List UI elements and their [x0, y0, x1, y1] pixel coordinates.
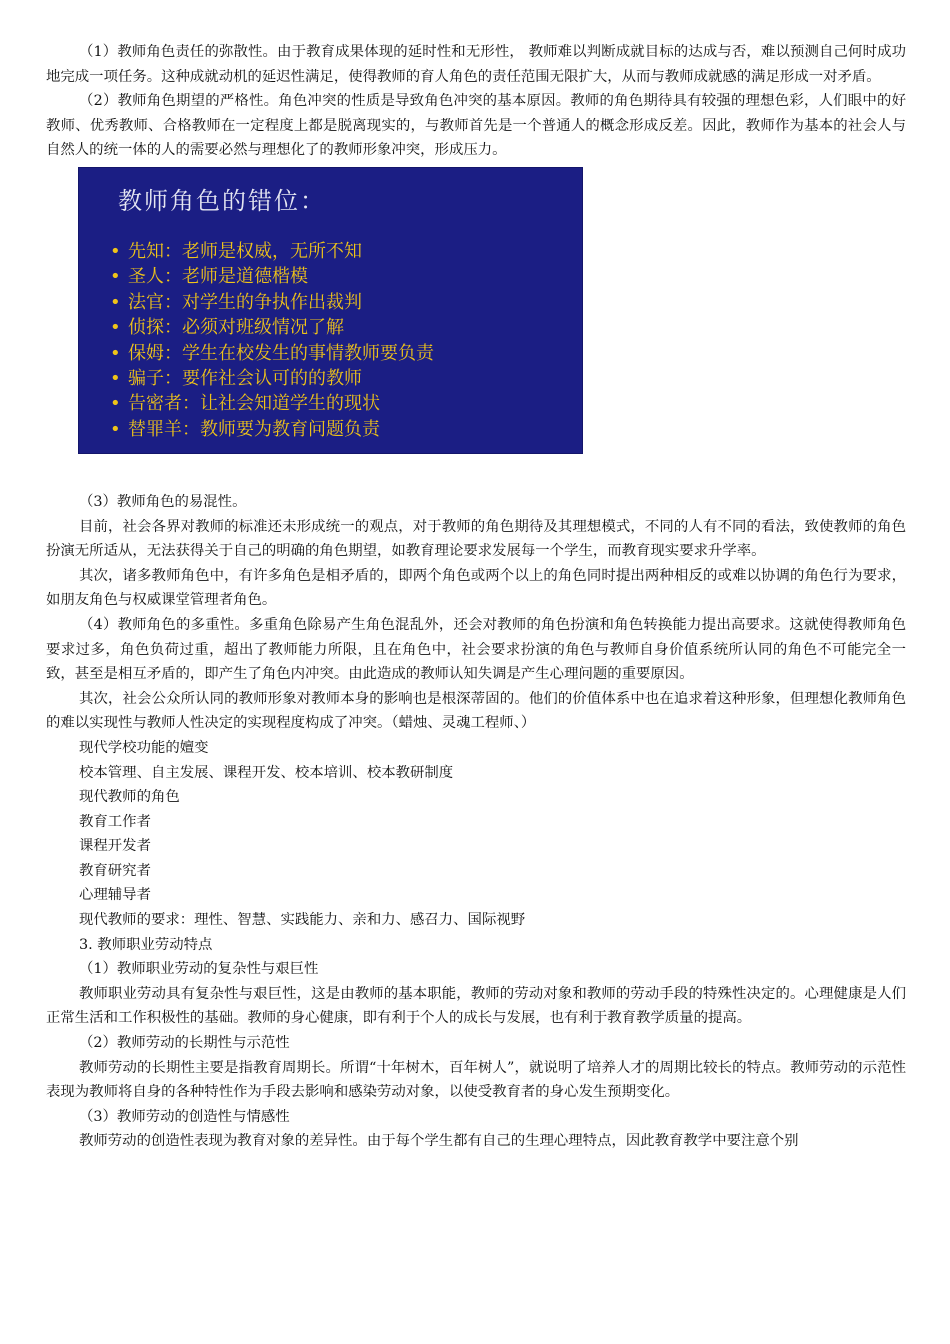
slide-item: • 先知：老师是权威，无所不知 — [110, 239, 434, 264]
subsection-heading: （3）教师劳动的创造性与情感性 — [79, 1108, 290, 1125]
paragraph: 其次，诸多教师角色中，有许多角色是相矛盾的，即两个角色或两个以上的角色同时提出两种相反的或难以协调的角色行为要求，如朋友角色与权威课堂管理者角色。 — [46, 567, 906, 609]
subsection-heading: （1）教师职业劳动的复杂性与艰巨性 — [79, 961, 319, 978]
text-line: 心理辅导者 — [79, 887, 151, 904]
bullet-icon: • — [110, 240, 121, 262]
section-heading: 3. 教师职业劳动特点 — [79, 936, 213, 953]
text-line: 教育工作者 — [79, 813, 151, 830]
paragraph: 教师职业劳动具有复杂性与艰巨性，这是由教师的基本职能，教师的劳动对象和教师的劳动手段的特殊性决定的。心理健康是人们正常生活和工作积极性的基础。教师的身心健康，即有利于个人的成长与发展，也有利于教育教学质量的提高。 — [46, 985, 906, 1027]
slide-item: • 替罪羊：教师要为教育问题负责 — [110, 417, 434, 442]
slide-item: • 告密者：让社会知道学生的现状 — [110, 391, 434, 416]
text-line: 现代教师的要求：理性、智慧、实践能力、亲和力、感召力、国际视野 — [79, 912, 526, 929]
paragraph: 教师劳动的创造性表现为教育对象的差异性。由于每个学生都有自己的生理心理特点，因此教育教学中要注意个别 — [79, 1133, 799, 1150]
spacer — [46, 454, 906, 490]
slide-item: • 保姆：学生在校发生的事情教师要负责 — [110, 341, 434, 366]
paragraph: 教师劳动的长期性主要是指教育周期长。所谓“十年树木，百年树人”，就说明了培养人才的周期比较长的特点。教师劳动的示范性表现为教师将自身的各种特性作为手段去影响和感染劳动对象，以使受教育者的身心发生预期变化。 — [46, 1059, 906, 1101]
slide-item: • 法官：对学生的争执作出裁判 — [110, 290, 434, 315]
text-line: 现代教师的角色 — [79, 789, 180, 806]
bullet-icon: • — [110, 418, 121, 440]
section-heading-role-confusion: （3）教师角色的易混性。 — [79, 493, 247, 510]
slide-title: 教师角色的错位： — [118, 186, 326, 215]
subsection-heading: （2）教师劳动的长期性与示范性 — [79, 1035, 290, 1052]
text-line: 现代学校功能的嬗变 — [79, 739, 209, 756]
paragraph-role-expectation: （2）教师角色期望的严格性。角色冲突的性质是导致角色冲突的基本原因。教师的角色期待具有较强的理想色彩，人们眼中的好教师、优秀教师、合格教师在一定程度上都是脱离现实的，与教师首先是一个普通人的概念形成反差。因此，教师作为基本的社会人与自然人的统一体的人的需要必然与理想化了的教师形象冲突，形成压力。 — [46, 93, 906, 159]
document-page — [46, 40, 906, 1154]
bullet-icon: • — [110, 368, 121, 389]
bullet-icon: • — [110, 266, 121, 288]
slide-item: • 侦探：必须对班级情况了解 — [110, 315, 434, 340]
slide-item: • 骗子：要作社会认可的的教师 — [110, 366, 434, 391]
teacher-role-misplacement-slide-image — [78, 167, 583, 454]
paragraph: （4）教师角色的多重性。多重角色除易产生角色混乱外，还会对教师的角色扮演和角色转换能力提出高要求。这就使得教师角色要求过多，角色负荷过重，超出了教师能力所限，且在角色中，社会要求扮演的角色与教师自身价值系统所认同的角色不可能完全一致，甚至是相互矛盾的，即产生了角色内冲突。由此造成的教师认知失调是产生心理问题的重要原因。 — [46, 616, 906, 683]
text-line: 课程开发者 — [79, 838, 151, 855]
paragraph: 其次，社会公众所认同的教师形象对教师本身的影响也是根深蒂固的。他们的价值体系中也在追求着这种形象，但理想化教师角色的难以实现性与教师人性决定的实现程度构成了冲突。（蜡烛、灵魂工程师、） — [46, 690, 906, 732]
slide-item: • 圣人：老师是道德楷模 — [110, 264, 434, 289]
slide-bullet-list — [110, 239, 434, 442]
text-line: 校本管理、自主发展、课程开发、校本培训、校本教研制度 — [79, 764, 454, 781]
paragraph-role-responsibility: （1）教师角色责任的弥散性。由于教育成果体现的延时性和无形性， 教师难以判断成就目标的达成与否，难以预测自己何时成功地完成一项任务。这种成就动机的延迟性满足，使得教师的育人角色的责任范围无限扩大，从而与教师成就感的满足形成一对矛盾。 — [46, 44, 906, 85]
text-line: 教育研究者 — [79, 862, 151, 879]
paragraph: 目前，社会各界对教师的标准还未形成统一的观点，对于教师的角色期待及其理想模式，不同的人有不同的看法，致使教师的角色扮演无所适从，无法获得关于自己的明确的角色期望，如教育理论要求发展每一个学生，而教育现实要求升学率。 — [46, 518, 906, 560]
bullet-icon: • — [110, 317, 121, 339]
bullet-icon: • — [110, 342, 121, 364]
bullet-icon: • — [110, 291, 121, 313]
bullet-icon: • — [110, 393, 121, 415]
